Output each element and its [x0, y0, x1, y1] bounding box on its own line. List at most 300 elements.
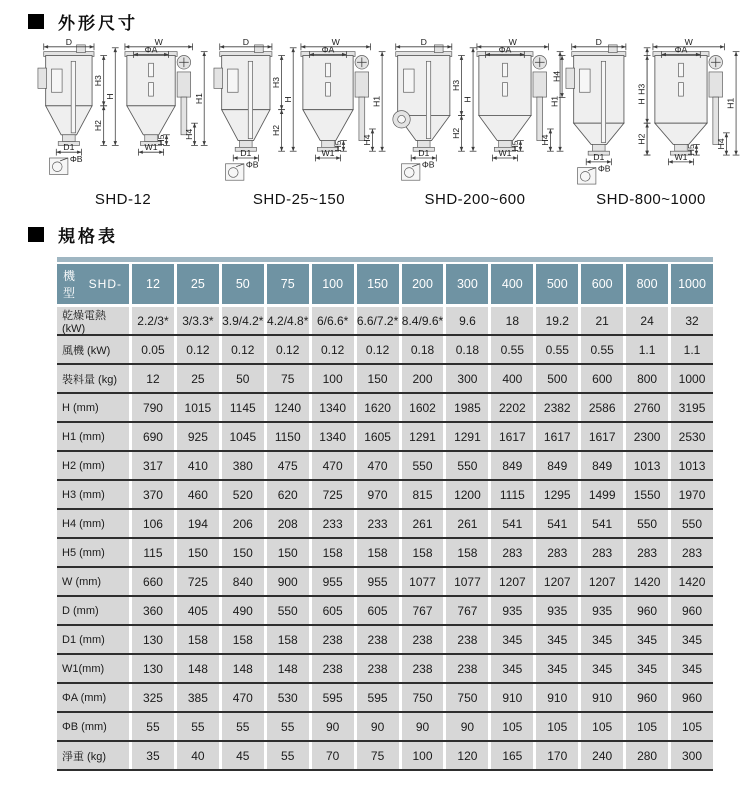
- spec-cell: 1340: [312, 423, 354, 450]
- model-column-header: 25: [177, 264, 219, 304]
- model-column-header: 12: [132, 264, 174, 304]
- spec-cell: 150: [357, 365, 399, 392]
- spec-cell: 40: [177, 742, 219, 769]
- model-column-header: 600: [581, 264, 623, 304]
- spec-cell: 935: [536, 597, 578, 624]
- spec-cell: 0.12: [312, 336, 354, 363]
- spec-cell: 105: [491, 713, 533, 740]
- spec-row-label: H (mm): [57, 394, 129, 421]
- spec-cell: 150: [267, 539, 309, 566]
- spec-cell: 2300: [626, 423, 668, 450]
- spec-row-label: H3 (mm): [57, 481, 129, 508]
- spec-cell: 1077: [446, 568, 488, 595]
- spec-cell: 150: [222, 539, 264, 566]
- spec-cell: 90: [402, 713, 444, 740]
- spec-cell: 1207: [536, 568, 578, 595]
- spec-cell: 208: [267, 510, 309, 537]
- model-column-header: 400: [491, 264, 533, 304]
- svg-text:H2: H2: [636, 133, 647, 145]
- spec-cell: 100: [402, 742, 444, 769]
- spec-table: [57, 257, 713, 771]
- svg-text:H4: H4: [362, 134, 373, 146]
- spec-cell: 475: [267, 452, 309, 479]
- spec-cell: 550: [446, 452, 488, 479]
- spec-cell: 900: [267, 568, 309, 595]
- spec-cell: 1985: [446, 394, 488, 421]
- spec-cell: 345: [491, 626, 533, 653]
- spec-cell: 1015: [177, 394, 219, 421]
- spec-cell: 2.2/3*: [132, 307, 174, 334]
- spec-cell: 194: [177, 510, 219, 537]
- spec-cell: 925: [177, 423, 219, 450]
- spec-cell: 261: [402, 510, 444, 537]
- spec-row-label: 淨重 (kg): [57, 742, 129, 769]
- spec-cell: 0.05: [132, 336, 174, 363]
- svg-text:W: W: [508, 36, 517, 47]
- spec-cell: 12: [132, 365, 174, 392]
- spec-cell: 1.1: [626, 336, 668, 363]
- section-heading-specs: [28, 222, 742, 247]
- spec-cell: 0.18: [402, 336, 444, 363]
- spec-cell: 0.18: [446, 336, 488, 363]
- section-title-specs: 規格表: [58, 227, 118, 246]
- spec-cell: 935: [581, 597, 623, 624]
- spec-cell: 405: [177, 597, 219, 624]
- spec-cell: 238: [312, 655, 354, 682]
- spec-cell: 300: [446, 365, 488, 392]
- spec-cell: 115: [132, 539, 174, 566]
- spec-cell: 0.12: [177, 336, 219, 363]
- spec-cell: 750: [446, 684, 488, 711]
- spec-cell: 325: [132, 684, 174, 711]
- svg-text:H3: H3: [636, 83, 647, 95]
- svg-text:H2: H2: [271, 124, 282, 136]
- spec-table-row: [57, 336, 713, 365]
- spec-cell: 55: [177, 713, 219, 740]
- section-heading-dimensions: [28, 0, 742, 34]
- svg-text:D: D: [420, 36, 427, 47]
- spec-cell: 345: [581, 655, 623, 682]
- svg-text:W1: W1: [321, 148, 335, 159]
- spec-cell: 530: [267, 684, 309, 711]
- svg-text:H5: H5: [156, 134, 167, 146]
- spec-cell: 345: [626, 626, 668, 653]
- spec-cell: 815: [402, 481, 444, 508]
- model-column-header: 100: [312, 264, 354, 304]
- spec-cell: 380: [222, 452, 264, 479]
- svg-text:H1: H1: [193, 92, 204, 105]
- spec-cell: 960: [671, 597, 713, 624]
- spec-cell: 470: [222, 684, 264, 711]
- svg-text:D: D: [242, 36, 249, 47]
- svg-text:D: D: [65, 36, 73, 47]
- spec-table-row: [57, 394, 713, 423]
- spec-cell: 725: [177, 568, 219, 595]
- spec-cell: 800: [626, 365, 668, 392]
- spec-table-row: [57, 655, 713, 684]
- spec-row-label: H5 (mm): [57, 539, 129, 566]
- spec-cell: 595: [312, 684, 354, 711]
- spec-cell: 90: [357, 713, 399, 740]
- spec-cell: 955: [357, 568, 399, 595]
- spec-cell: 32: [671, 307, 713, 334]
- spec-cell: 158: [312, 539, 354, 566]
- svg-text:ΦA: ΦA: [321, 44, 335, 55]
- svg-text:W1: W1: [674, 151, 688, 162]
- svg-text:D: D: [595, 36, 602, 47]
- spec-cell: 0.12: [222, 336, 264, 363]
- svg-text:W: W: [684, 36, 693, 47]
- svg-text:D1: D1: [418, 148, 430, 159]
- svg-text:ΦB: ΦB: [69, 153, 83, 164]
- spec-cell: 75: [267, 365, 309, 392]
- spec-cell: 0.12: [357, 336, 399, 363]
- model-caption: SHD-200~600: [424, 191, 526, 208]
- spec-cell: 345: [671, 655, 713, 682]
- spec-cell: 767: [446, 597, 488, 624]
- table-top-strip: [57, 257, 713, 262]
- model-caption: SHD-800~1000: [596, 191, 706, 208]
- spec-cell: 238: [357, 626, 399, 653]
- svg-text:H3: H3: [451, 79, 462, 92]
- header-label-left: 機型: [63, 269, 77, 300]
- spec-table-row: [57, 510, 713, 539]
- spec-cell: 317: [132, 452, 174, 479]
- spec-table-row: [57, 684, 713, 713]
- spec-cell: 849: [536, 452, 578, 479]
- svg-text:H4: H4: [551, 70, 562, 83]
- spec-cell: 1145: [222, 394, 264, 421]
- spec-cell: 150: [177, 539, 219, 566]
- spec-cell: 1207: [491, 568, 533, 595]
- svg-text:H1: H1: [371, 95, 382, 107]
- spec-cell: 105: [536, 713, 578, 740]
- spec-cell: 370: [132, 481, 174, 508]
- spec-cell: 960: [671, 684, 713, 711]
- spec-cell: 165: [491, 742, 533, 769]
- spec-table-row: [57, 597, 713, 626]
- svg-text:H4: H4: [184, 128, 195, 140]
- spec-row-label: W1(mm): [57, 655, 129, 682]
- spec-cell: 1620: [357, 394, 399, 421]
- spec-cell: 50: [222, 365, 264, 392]
- svg-text:H2: H2: [93, 120, 104, 132]
- svg-text:D1: D1: [593, 151, 605, 162]
- spec-cell: 105: [581, 713, 623, 740]
- model-caption: SHD-25~150: [252, 191, 346, 208]
- spec-cell: 8.4/9.6*: [402, 307, 444, 334]
- spec-cell: 1.1: [671, 336, 713, 363]
- spec-cell: 55: [222, 713, 264, 740]
- spec-cell: 1150: [267, 423, 309, 450]
- spec-cell: 1499: [581, 481, 623, 508]
- spec-cell: 520: [222, 481, 264, 508]
- spec-cell: 158: [446, 539, 488, 566]
- model-column-header: 50: [222, 264, 264, 304]
- spec-row-label: H1 (mm): [57, 423, 129, 450]
- spec-cell: 1240: [267, 394, 309, 421]
- spec-cell: 19.2: [536, 307, 578, 334]
- svg-text:ΦA: ΦA: [498, 44, 512, 55]
- svg-text:H2: H2: [451, 127, 462, 139]
- spec-cell: 3.9/4.2*: [222, 307, 264, 334]
- spec-cell: 550: [671, 510, 713, 537]
- spec-cell: 35: [132, 742, 174, 769]
- spec-cell: 18: [491, 307, 533, 334]
- spec-cell: 6/6.6*: [312, 307, 354, 334]
- spec-row-label: ΦA (mm): [57, 684, 129, 711]
- spec-cell: 345: [626, 655, 668, 682]
- spec-cell: 1207: [581, 568, 623, 595]
- spec-cell: 1970: [671, 481, 713, 508]
- spec-cell: 90: [446, 713, 488, 740]
- spec-cell: 541: [581, 510, 623, 537]
- spec-row-label: H2 (mm): [57, 452, 129, 479]
- spec-cell: 283: [536, 539, 578, 566]
- spec-cell: 345: [491, 655, 533, 682]
- drawing-unit: [551, 36, 738, 212]
- spec-cell: 410: [177, 452, 219, 479]
- section-title-dimensions: 外形尺寸: [58, 14, 138, 33]
- spec-cell: 910: [581, 684, 623, 711]
- spec-cell: 1200: [446, 481, 488, 508]
- spec-cell: 345: [671, 626, 713, 653]
- drawing-unit: [388, 38, 562, 212]
- svg-text:H: H: [282, 96, 293, 103]
- model-column-header: 200: [402, 264, 444, 304]
- spec-cell: 955: [312, 568, 354, 595]
- spec-table-row: [57, 452, 713, 481]
- spec-cell: 790: [132, 394, 174, 421]
- spec-cell: 75: [357, 742, 399, 769]
- spec-cell: 2202: [491, 394, 533, 421]
- spec-cell: 2760: [626, 394, 668, 421]
- spec-cell: 345: [536, 626, 578, 653]
- spec-cell: 620: [267, 481, 309, 508]
- spec-cell: 148: [267, 655, 309, 682]
- spec-cell: 261: [446, 510, 488, 537]
- spec-cell: 1013: [626, 452, 668, 479]
- spec-cell: 238: [357, 655, 399, 682]
- spec-cell: 1045: [222, 423, 264, 450]
- spec-cell: 345: [581, 626, 623, 653]
- spec-row-label: 乾燥電熱 (kW): [57, 307, 129, 334]
- spec-cell: 55: [267, 713, 309, 740]
- spec-cell: 206: [222, 510, 264, 537]
- svg-text:H3: H3: [271, 77, 282, 89]
- spec-table-row: [57, 568, 713, 597]
- spec-cell: 283: [626, 539, 668, 566]
- spec-cell: 550: [402, 452, 444, 479]
- spec-cell: 1617: [581, 423, 623, 450]
- bullet-square-icon: [28, 14, 44, 29]
- spec-cell: 0.55: [536, 336, 578, 363]
- spec-cell: 849: [581, 452, 623, 479]
- spec-table-row: [57, 626, 713, 655]
- spec-cell: 100: [312, 365, 354, 392]
- spec-cell: 55: [267, 742, 309, 769]
- spec-table-row: [57, 539, 713, 568]
- spec-row-label: D (mm): [57, 597, 129, 624]
- spec-cell: 970: [357, 481, 399, 508]
- svg-text:H5: H5: [333, 140, 344, 152]
- spec-cell: 605: [312, 597, 354, 624]
- spec-cell: 690: [132, 423, 174, 450]
- spec-cell: 960: [626, 597, 668, 624]
- spec-cell: 283: [671, 539, 713, 566]
- spec-cell: 541: [491, 510, 533, 537]
- spec-cell: 1291: [446, 423, 488, 450]
- spec-cell: 280: [626, 742, 668, 769]
- svg-text:H: H: [462, 96, 473, 103]
- model-column-header: 150: [357, 264, 399, 304]
- spec-cell: 541: [536, 510, 578, 537]
- spec-cell: 1420: [671, 568, 713, 595]
- spec-cell: 960: [626, 684, 668, 711]
- svg-text:W: W: [331, 36, 340, 47]
- spec-cell: 233: [312, 510, 354, 537]
- spec-cell: 158: [222, 626, 264, 653]
- spec-cell: 1013: [671, 452, 713, 479]
- spec-cell: 238: [402, 655, 444, 682]
- spec-cell: 500: [536, 365, 578, 392]
- spec-cell: 283: [491, 539, 533, 566]
- spec-table-row: [57, 481, 713, 510]
- spec-cell: 55: [132, 713, 174, 740]
- spec-row-label: ΦB (mm): [57, 713, 129, 740]
- spec-cell: 200: [402, 365, 444, 392]
- spec-cell: 283: [581, 539, 623, 566]
- spec-cell: 70: [312, 742, 354, 769]
- spec-cell: 345: [536, 655, 578, 682]
- spec-cell: 910: [536, 684, 578, 711]
- spec-cell: 240: [581, 742, 623, 769]
- spec-cell: 238: [312, 626, 354, 653]
- spec-row-label: W (mm): [57, 568, 129, 595]
- spec-cell: 120: [446, 742, 488, 769]
- spec-cell: 130: [132, 626, 174, 653]
- spec-cell: 4.2/4.8*: [267, 307, 309, 334]
- spec-cell: 1000: [671, 365, 713, 392]
- spec-table-row: [57, 365, 713, 394]
- spec-cell: 2382: [536, 394, 578, 421]
- spec-cell: 105: [671, 713, 713, 740]
- header-label-right: SHD-: [88, 277, 122, 291]
- spec-table-header-row: [57, 264, 713, 304]
- spec-cell: 238: [402, 626, 444, 653]
- spec-cell: 130: [132, 655, 174, 682]
- spec-cell: 400: [491, 365, 533, 392]
- svg-text:H4: H4: [715, 138, 726, 150]
- svg-text:D1: D1: [240, 148, 252, 159]
- spec-cell: 605: [357, 597, 399, 624]
- svg-text:ΦA: ΦA: [144, 44, 158, 55]
- spec-cell: 550: [626, 510, 668, 537]
- spec-cell: 9.6: [446, 307, 488, 334]
- spec-cell: 106: [132, 510, 174, 537]
- spec-cell: 0.12: [267, 336, 309, 363]
- spec-cell: 725: [312, 481, 354, 508]
- spec-cell: 600: [581, 365, 623, 392]
- spec-cell: 2586: [581, 394, 623, 421]
- spec-cell: 1550: [626, 481, 668, 508]
- svg-text:H4: H4: [539, 134, 550, 146]
- spec-cell: 910: [491, 684, 533, 711]
- svg-text:ΦA: ΦA: [674, 44, 688, 55]
- svg-text:W1: W1: [498, 148, 512, 159]
- spec-cell: 1115: [491, 481, 533, 508]
- spec-cell: 1340: [312, 394, 354, 421]
- spec-cell: 470: [357, 452, 399, 479]
- spec-cell: 1295: [536, 481, 578, 508]
- spec-table-body: [57, 307, 713, 771]
- spec-cell: 840: [222, 568, 264, 595]
- model-column-header: 800: [626, 264, 668, 304]
- spec-cell: 935: [491, 597, 533, 624]
- spec-table-row: [57, 307, 713, 336]
- spec-cell: 90: [312, 713, 354, 740]
- svg-text:H5: H5: [510, 140, 521, 152]
- svg-text:ΦB: ΦB: [597, 163, 611, 174]
- spec-cell: 0.55: [581, 336, 623, 363]
- spec-cell: 849: [491, 452, 533, 479]
- drawing-unit: [212, 38, 386, 212]
- spec-cell: 105: [626, 713, 668, 740]
- spec-cell: 1617: [536, 423, 578, 450]
- model-column-header: 300: [446, 264, 488, 304]
- svg-text:W: W: [154, 36, 163, 47]
- spec-cell: 21: [581, 307, 623, 334]
- spec-cell: 767: [402, 597, 444, 624]
- spec-row-label: D1 (mm): [57, 626, 129, 653]
- dimension-drawings: [0, 34, 742, 212]
- model-column-header: 1000: [671, 264, 713, 304]
- spec-cell: 24: [626, 307, 668, 334]
- svg-text:H3: H3: [93, 75, 104, 87]
- drawing-unit: [36, 38, 210, 212]
- spec-cell: 238: [446, 626, 488, 653]
- model-column-header: 75: [267, 264, 309, 304]
- spec-cell: 470: [312, 452, 354, 479]
- spec-cell: 45: [222, 742, 264, 769]
- spec-cell: 1605: [357, 423, 399, 450]
- spec-cell: 158: [357, 539, 399, 566]
- svg-text:H5: H5: [686, 144, 697, 156]
- spec-cell: 25: [177, 365, 219, 392]
- spec-cell: 360: [132, 597, 174, 624]
- model-caption: SHD-12: [94, 191, 152, 208]
- svg-text:ΦB: ΦB: [245, 159, 259, 170]
- spec-cell: 148: [222, 655, 264, 682]
- spec-cell: 233: [357, 510, 399, 537]
- svg-text:D1: D1: [63, 142, 75, 153]
- spec-row-label: H4 (mm): [57, 510, 129, 537]
- svg-text:ΦB: ΦB: [421, 159, 435, 170]
- spec-cell: 490: [222, 597, 264, 624]
- spec-table-row: [57, 742, 713, 771]
- spec-table-row: [57, 423, 713, 452]
- model-header-cell: [57, 264, 129, 304]
- spec-cell: 1291: [402, 423, 444, 450]
- model-column-header: 500: [536, 264, 578, 304]
- spec-cell: 750: [402, 684, 444, 711]
- spec-cell: 238: [446, 655, 488, 682]
- svg-text:H: H: [104, 93, 115, 100]
- spec-cell: 1077: [402, 568, 444, 595]
- spec-cell: 148: [177, 655, 219, 682]
- spec-cell: 595: [357, 684, 399, 711]
- spec-row-label: 裝料量 (kg): [57, 365, 129, 392]
